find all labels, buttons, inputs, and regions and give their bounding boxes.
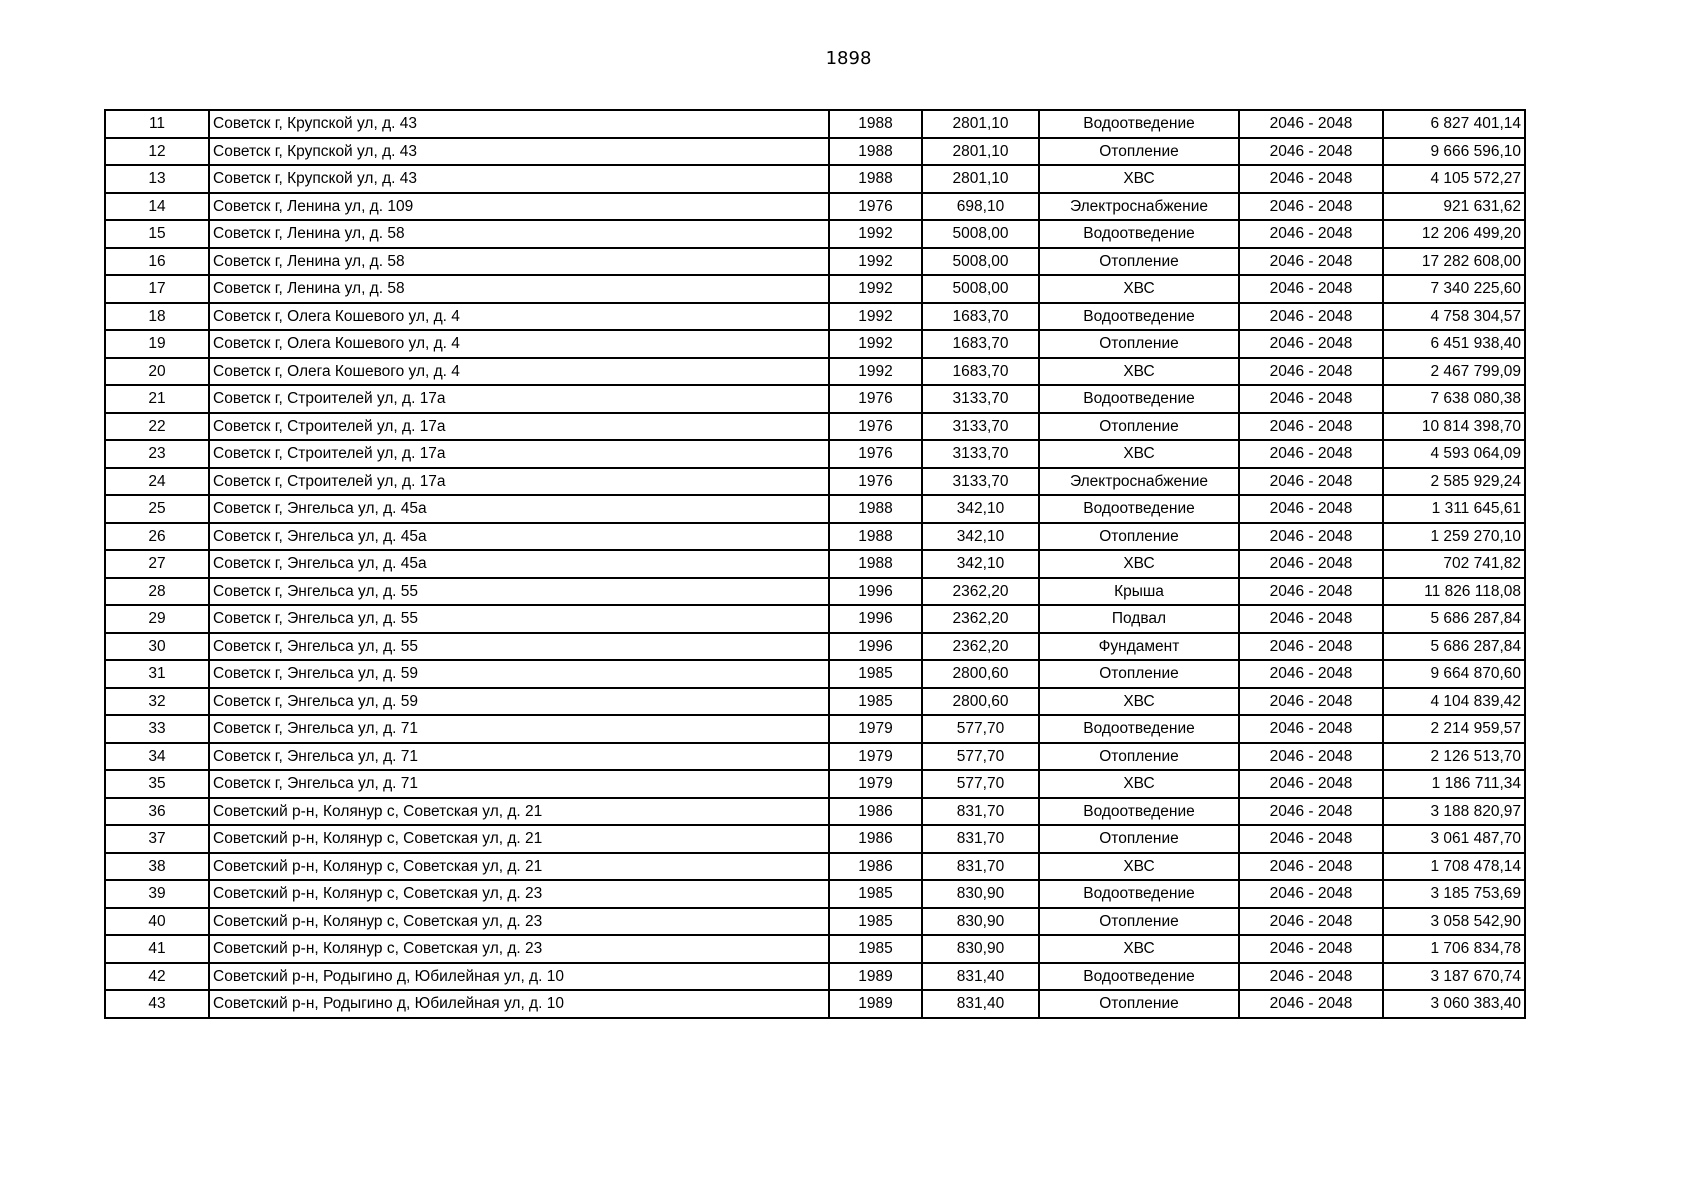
cost-cell: 921 631,62 <box>1383 193 1525 221</box>
area-cell: 3133,70 <box>922 413 1039 441</box>
work-type-cell: Водоотведение <box>1039 220 1239 248</box>
area-cell: 830,90 <box>922 935 1039 963</box>
period-cell: 2046 - 2048 <box>1239 633 1383 661</box>
row-number-cell: 16 <box>105 248 209 276</box>
area-cell: 2362,20 <box>922 633 1039 661</box>
cost-cell: 4 105 572,27 <box>1383 165 1525 193</box>
table-row <box>105 303 1525 331</box>
area-cell: 2362,20 <box>922 578 1039 606</box>
area-cell: 831,70 <box>922 853 1039 881</box>
area-cell: 3133,70 <box>922 385 1039 413</box>
address-cell: Советск г, Строителей ул, д. 17а <box>209 413 829 441</box>
cost-cell: 5 686 287,84 <box>1383 605 1525 633</box>
work-type-cell: Отопление <box>1039 413 1239 441</box>
address-cell: Советский р-н, Родыгино д, Юбилейная ул, д. 10 <box>209 990 829 1018</box>
work-type-cell: Водоотведение <box>1039 495 1239 523</box>
work-type-cell: Отопление <box>1039 138 1239 166</box>
row-number-cell: 20 <box>105 358 209 386</box>
work-type-cell: Отопление <box>1039 908 1239 936</box>
cost-cell: 4 593 064,09 <box>1383 440 1525 468</box>
year-built-cell: 1988 <box>829 165 922 193</box>
work-type-cell: Отопление <box>1039 743 1239 771</box>
work-type-cell: ХВС <box>1039 440 1239 468</box>
work-type-cell: Электроснабжение <box>1039 468 1239 496</box>
table-row <box>105 275 1525 303</box>
address-cell: Советск г, Крупской ул, д. 43 <box>209 110 829 138</box>
work-type-cell: ХВС <box>1039 358 1239 386</box>
table-row <box>105 688 1525 716</box>
work-type-cell: ХВС <box>1039 770 1239 798</box>
address-cell: Советск г, Ленина ул, д. 109 <box>209 193 829 221</box>
work-type-cell: Отопление <box>1039 248 1239 276</box>
row-number-cell: 42 <box>105 963 209 991</box>
row-number-cell: 22 <box>105 413 209 441</box>
row-number-cell: 27 <box>105 550 209 578</box>
work-type-cell: ХВС <box>1039 935 1239 963</box>
period-cell: 2046 - 2048 <box>1239 550 1383 578</box>
year-built-cell: 1976 <box>829 440 922 468</box>
table-row <box>105 633 1525 661</box>
year-built-cell: 1986 <box>829 798 922 826</box>
year-built-cell: 1985 <box>829 880 922 908</box>
table-row <box>105 990 1525 1018</box>
cost-cell: 7 638 080,38 <box>1383 385 1525 413</box>
cost-cell: 6 451 938,40 <box>1383 330 1525 358</box>
year-built-cell: 1988 <box>829 110 922 138</box>
table-row <box>105 193 1525 221</box>
work-type-cell: Подвал <box>1039 605 1239 633</box>
area-cell: 342,10 <box>922 523 1039 551</box>
year-built-cell: 1979 <box>829 715 922 743</box>
area-cell: 3133,70 <box>922 468 1039 496</box>
year-built-cell: 1988 <box>829 495 922 523</box>
table-row <box>105 220 1525 248</box>
address-cell: Советск г, Энгельса ул, д. 55 <box>209 633 829 661</box>
table-row <box>105 935 1525 963</box>
year-built-cell: 1992 <box>829 303 922 331</box>
address-cell: Советск г, Энгельса ул, д. 45а <box>209 495 829 523</box>
table-row <box>105 248 1525 276</box>
table-row <box>105 853 1525 881</box>
cost-cell: 1 706 834,78 <box>1383 935 1525 963</box>
table-row <box>105 825 1525 853</box>
table-body <box>105 110 1525 1018</box>
area-cell: 831,70 <box>922 825 1039 853</box>
work-type-cell: Водоотведение <box>1039 880 1239 908</box>
area-cell: 2362,20 <box>922 605 1039 633</box>
work-type-cell: Отопление <box>1039 660 1239 688</box>
period-cell: 2046 - 2048 <box>1239 770 1383 798</box>
table-row <box>105 798 1525 826</box>
period-cell: 2046 - 2048 <box>1239 220 1383 248</box>
address-cell: Советск г, Энгельса ул, д. 45а <box>209 523 829 551</box>
table-row <box>105 495 1525 523</box>
period-cell: 2046 - 2048 <box>1239 990 1383 1018</box>
table-row <box>105 165 1525 193</box>
area-cell: 577,70 <box>922 743 1039 771</box>
row-number-cell: 17 <box>105 275 209 303</box>
table-row <box>105 110 1525 138</box>
work-type-cell: ХВС <box>1039 853 1239 881</box>
period-cell: 2046 - 2048 <box>1239 715 1383 743</box>
table-row <box>105 715 1525 743</box>
row-number-cell: 32 <box>105 688 209 716</box>
area-cell: 831,40 <box>922 963 1039 991</box>
area-cell: 5008,00 <box>922 275 1039 303</box>
period-cell: 2046 - 2048 <box>1239 138 1383 166</box>
address-cell: Советский р-н, Колянур с, Советская ул, д. 21 <box>209 798 829 826</box>
address-cell: Советск г, Энгельса ул, д. 45а <box>209 550 829 578</box>
area-cell: 2800,60 <box>922 688 1039 716</box>
work-type-cell: Отопление <box>1039 825 1239 853</box>
cost-cell: 2 126 513,70 <box>1383 743 1525 771</box>
work-type-cell: Электроснабжение <box>1039 193 1239 221</box>
cost-cell: 3 061 487,70 <box>1383 825 1525 853</box>
period-cell: 2046 - 2048 <box>1239 495 1383 523</box>
year-built-cell: 1992 <box>829 275 922 303</box>
period-cell: 2046 - 2048 <box>1239 660 1383 688</box>
cost-cell: 4 104 839,42 <box>1383 688 1525 716</box>
period-cell: 2046 - 2048 <box>1239 963 1383 991</box>
row-number-cell: 37 <box>105 825 209 853</box>
area-cell: 5008,00 <box>922 220 1039 248</box>
row-number-cell: 34 <box>105 743 209 771</box>
row-number-cell: 36 <box>105 798 209 826</box>
row-number-cell: 31 <box>105 660 209 688</box>
period-cell: 2046 - 2048 <box>1239 358 1383 386</box>
period-cell: 2046 - 2048 <box>1239 413 1383 441</box>
year-built-cell: 1986 <box>829 825 922 853</box>
cost-cell: 3 188 820,97 <box>1383 798 1525 826</box>
row-number-cell: 11 <box>105 110 209 138</box>
period-cell: 2046 - 2048 <box>1239 935 1383 963</box>
table-row <box>105 138 1525 166</box>
table-row <box>105 550 1525 578</box>
address-cell: Советский р-н, Колянур с, Советская ул, д. 23 <box>209 908 829 936</box>
period-cell: 2046 - 2048 <box>1239 523 1383 551</box>
page-number: 1898 <box>825 48 872 69</box>
row-number-cell: 41 <box>105 935 209 963</box>
table-row <box>105 440 1525 468</box>
row-number-cell: 19 <box>105 330 209 358</box>
address-cell: Советск г, Строителей ул, д. 17а <box>209 385 829 413</box>
period-cell: 2046 - 2048 <box>1239 248 1383 276</box>
area-cell: 577,70 <box>922 770 1039 798</box>
year-built-cell: 1979 <box>829 743 922 771</box>
cost-cell: 12 206 499,20 <box>1383 220 1525 248</box>
year-built-cell: 1976 <box>829 413 922 441</box>
year-built-cell: 1985 <box>829 935 922 963</box>
work-type-cell: Водоотведение <box>1039 385 1239 413</box>
row-number-cell: 12 <box>105 138 209 166</box>
address-cell: Советск г, Крупской ул, д. 43 <box>209 165 829 193</box>
cost-cell: 17 282 608,00 <box>1383 248 1525 276</box>
year-built-cell: 1996 <box>829 605 922 633</box>
year-built-cell: 1985 <box>829 660 922 688</box>
area-cell: 2800,60 <box>922 660 1039 688</box>
address-cell: Советский р-н, Колянур с, Советская ул, д. 21 <box>209 853 829 881</box>
period-cell: 2046 - 2048 <box>1239 798 1383 826</box>
work-type-cell: Водоотведение <box>1039 715 1239 743</box>
cost-cell: 7 340 225,60 <box>1383 275 1525 303</box>
table-row <box>105 908 1525 936</box>
work-type-cell: ХВС <box>1039 688 1239 716</box>
year-built-cell: 1996 <box>829 633 922 661</box>
repair-schedule-table <box>104 109 1526 1019</box>
cost-cell: 10 814 398,70 <box>1383 413 1525 441</box>
cost-cell: 9 664 870,60 <box>1383 660 1525 688</box>
period-cell: 2046 - 2048 <box>1239 605 1383 633</box>
row-number-cell: 33 <box>105 715 209 743</box>
cost-cell: 702 741,82 <box>1383 550 1525 578</box>
cost-cell: 6 827 401,14 <box>1383 110 1525 138</box>
period-cell: 2046 - 2048 <box>1239 193 1383 221</box>
year-built-cell: 1976 <box>829 468 922 496</box>
area-cell: 5008,00 <box>922 248 1039 276</box>
address-cell: Советский р-н, Колянур с, Советская ул, д. 23 <box>209 880 829 908</box>
year-built-cell: 1985 <box>829 908 922 936</box>
area-cell: 2801,10 <box>922 165 1039 193</box>
year-built-cell: 1989 <box>829 990 922 1018</box>
row-number-cell: 13 <box>105 165 209 193</box>
period-cell: 2046 - 2048 <box>1239 825 1383 853</box>
table-row <box>105 385 1525 413</box>
year-built-cell: 1976 <box>829 385 922 413</box>
table-row <box>105 605 1525 633</box>
row-number-cell: 25 <box>105 495 209 523</box>
area-cell: 830,90 <box>922 880 1039 908</box>
row-number-cell: 15 <box>105 220 209 248</box>
row-number-cell: 21 <box>105 385 209 413</box>
period-cell: 2046 - 2048 <box>1239 165 1383 193</box>
cost-cell: 3 187 670,74 <box>1383 963 1525 991</box>
cost-cell: 1 311 645,61 <box>1383 495 1525 523</box>
year-built-cell: 1992 <box>829 330 922 358</box>
cost-cell: 11 826 118,08 <box>1383 578 1525 606</box>
period-cell: 2046 - 2048 <box>1239 275 1383 303</box>
cost-cell: 9 666 596,10 <box>1383 138 1525 166</box>
address-cell: Советск г, Энгельса ул, д. 71 <box>209 770 829 798</box>
row-number-cell: 28 <box>105 578 209 606</box>
cost-cell: 3 185 753,69 <box>1383 880 1525 908</box>
year-built-cell: 1988 <box>829 138 922 166</box>
row-number-cell: 24 <box>105 468 209 496</box>
year-built-cell: 1979 <box>829 770 922 798</box>
table-row <box>105 330 1525 358</box>
area-cell: 1683,70 <box>922 358 1039 386</box>
work-type-cell: Отопление <box>1039 990 1239 1018</box>
area-cell: 2801,10 <box>922 110 1039 138</box>
area-cell: 831,40 <box>922 990 1039 1018</box>
year-built-cell: 1985 <box>829 688 922 716</box>
work-type-cell: Водоотведение <box>1039 963 1239 991</box>
area-cell: 342,10 <box>922 495 1039 523</box>
address-cell: Советск г, Строителей ул, д. 17а <box>209 468 829 496</box>
table-row <box>105 358 1525 386</box>
area-cell: 831,70 <box>922 798 1039 826</box>
address-cell: Советск г, Ленина ул, д. 58 <box>209 220 829 248</box>
address-cell: Советск г, Энгельса ул, д. 71 <box>209 715 829 743</box>
table-row <box>105 770 1525 798</box>
period-cell: 2046 - 2048 <box>1239 908 1383 936</box>
area-cell: 1683,70 <box>922 330 1039 358</box>
year-built-cell: 1988 <box>829 550 922 578</box>
address-cell: Советск г, Энгельса ул, д. 59 <box>209 660 829 688</box>
period-cell: 2046 - 2048 <box>1239 688 1383 716</box>
year-built-cell: 1988 <box>829 523 922 551</box>
cost-cell: 3 058 542,90 <box>1383 908 1525 936</box>
cost-cell: 2 585 929,24 <box>1383 468 1525 496</box>
year-built-cell: 1992 <box>829 248 922 276</box>
period-cell: 2046 - 2048 <box>1239 440 1383 468</box>
table-row <box>105 743 1525 771</box>
cost-cell: 2 467 799,09 <box>1383 358 1525 386</box>
period-cell: 2046 - 2048 <box>1239 853 1383 881</box>
work-type-cell: Водоотведение <box>1039 110 1239 138</box>
year-built-cell: 1989 <box>829 963 922 991</box>
row-number-cell: 30 <box>105 633 209 661</box>
cost-cell: 5 686 287,84 <box>1383 633 1525 661</box>
address-cell: Советск г, Энгельса ул, д. 55 <box>209 605 829 633</box>
address-cell: Советск г, Крупской ул, д. 43 <box>209 138 829 166</box>
year-built-cell: 1992 <box>829 358 922 386</box>
address-cell: Советский р-н, Колянур с, Советская ул, д. 23 <box>209 935 829 963</box>
row-number-cell: 18 <box>105 303 209 331</box>
cost-cell: 1 259 270,10 <box>1383 523 1525 551</box>
cost-cell: 2 214 959,57 <box>1383 715 1525 743</box>
address-cell: Советск г, Олега Кошевого ул, д. 4 <box>209 358 829 386</box>
row-number-cell: 23 <box>105 440 209 468</box>
table-row <box>105 523 1525 551</box>
address-cell: Советск г, Олега Кошевого ул, д. 4 <box>209 330 829 358</box>
address-cell: Советский р-н, Колянур с, Советская ул, д. 21 <box>209 825 829 853</box>
period-cell: 2046 - 2048 <box>1239 385 1383 413</box>
address-cell: Советск г, Ленина ул, д. 58 <box>209 275 829 303</box>
cost-cell: 3 060 383,40 <box>1383 990 1525 1018</box>
work-type-cell: Фундамент <box>1039 633 1239 661</box>
table-row <box>105 660 1525 688</box>
address-cell: Советск г, Энгельса ул, д. 71 <box>209 743 829 771</box>
row-number-cell: 14 <box>105 193 209 221</box>
address-cell: Советск г, Строителей ул, д. 17а <box>209 440 829 468</box>
work-type-cell: Отопление <box>1039 523 1239 551</box>
area-cell: 2801,10 <box>922 138 1039 166</box>
work-type-cell: ХВС <box>1039 165 1239 193</box>
work-type-cell: Водоотведение <box>1039 303 1239 331</box>
cost-cell: 1 708 478,14 <box>1383 853 1525 881</box>
period-cell: 2046 - 2048 <box>1239 330 1383 358</box>
area-cell: 698,10 <box>922 193 1039 221</box>
table-row <box>105 578 1525 606</box>
work-type-cell: Водоотведение <box>1039 798 1239 826</box>
row-number-cell: 26 <box>105 523 209 551</box>
period-cell: 2046 - 2048 <box>1239 110 1383 138</box>
table-row <box>105 413 1525 441</box>
cost-cell: 1 186 711,34 <box>1383 770 1525 798</box>
address-cell: Советский р-н, Родыгино д, Юбилейная ул, д. 10 <box>209 963 829 991</box>
area-cell: 577,70 <box>922 715 1039 743</box>
row-number-cell: 39 <box>105 880 209 908</box>
row-number-cell: 43 <box>105 990 209 1018</box>
period-cell: 2046 - 2048 <box>1239 303 1383 331</box>
period-cell: 2046 - 2048 <box>1239 468 1383 496</box>
period-cell: 2046 - 2048 <box>1239 743 1383 771</box>
period-cell: 2046 - 2048 <box>1239 578 1383 606</box>
row-number-cell: 35 <box>105 770 209 798</box>
work-type-cell: Крыша <box>1039 578 1239 606</box>
row-number-cell: 29 <box>105 605 209 633</box>
table-row <box>105 963 1525 991</box>
area-cell: 3133,70 <box>922 440 1039 468</box>
work-type-cell: Отопление <box>1039 330 1239 358</box>
table-row <box>105 880 1525 908</box>
period-cell: 2046 - 2048 <box>1239 880 1383 908</box>
row-number-cell: 40 <box>105 908 209 936</box>
area-cell: 1683,70 <box>922 303 1039 331</box>
address-cell: Советск г, Энгельса ул, д. 55 <box>209 578 829 606</box>
address-cell: Советск г, Энгельса ул, д. 59 <box>209 688 829 716</box>
address-cell: Советск г, Ленина ул, д. 58 <box>209 248 829 276</box>
address-cell: Советск г, Олега Кошевого ул, д. 4 <box>209 303 829 331</box>
work-type-cell: ХВС <box>1039 550 1239 578</box>
area-cell: 830,90 <box>922 908 1039 936</box>
work-type-cell: ХВС <box>1039 275 1239 303</box>
area-cell: 342,10 <box>922 550 1039 578</box>
year-built-cell: 1992 <box>829 220 922 248</box>
year-built-cell: 1976 <box>829 193 922 221</box>
year-built-cell: 1986 <box>829 853 922 881</box>
cost-cell: 4 758 304,57 <box>1383 303 1525 331</box>
table-row <box>105 468 1525 496</box>
year-built-cell: 1996 <box>829 578 922 606</box>
row-number-cell: 38 <box>105 853 209 881</box>
